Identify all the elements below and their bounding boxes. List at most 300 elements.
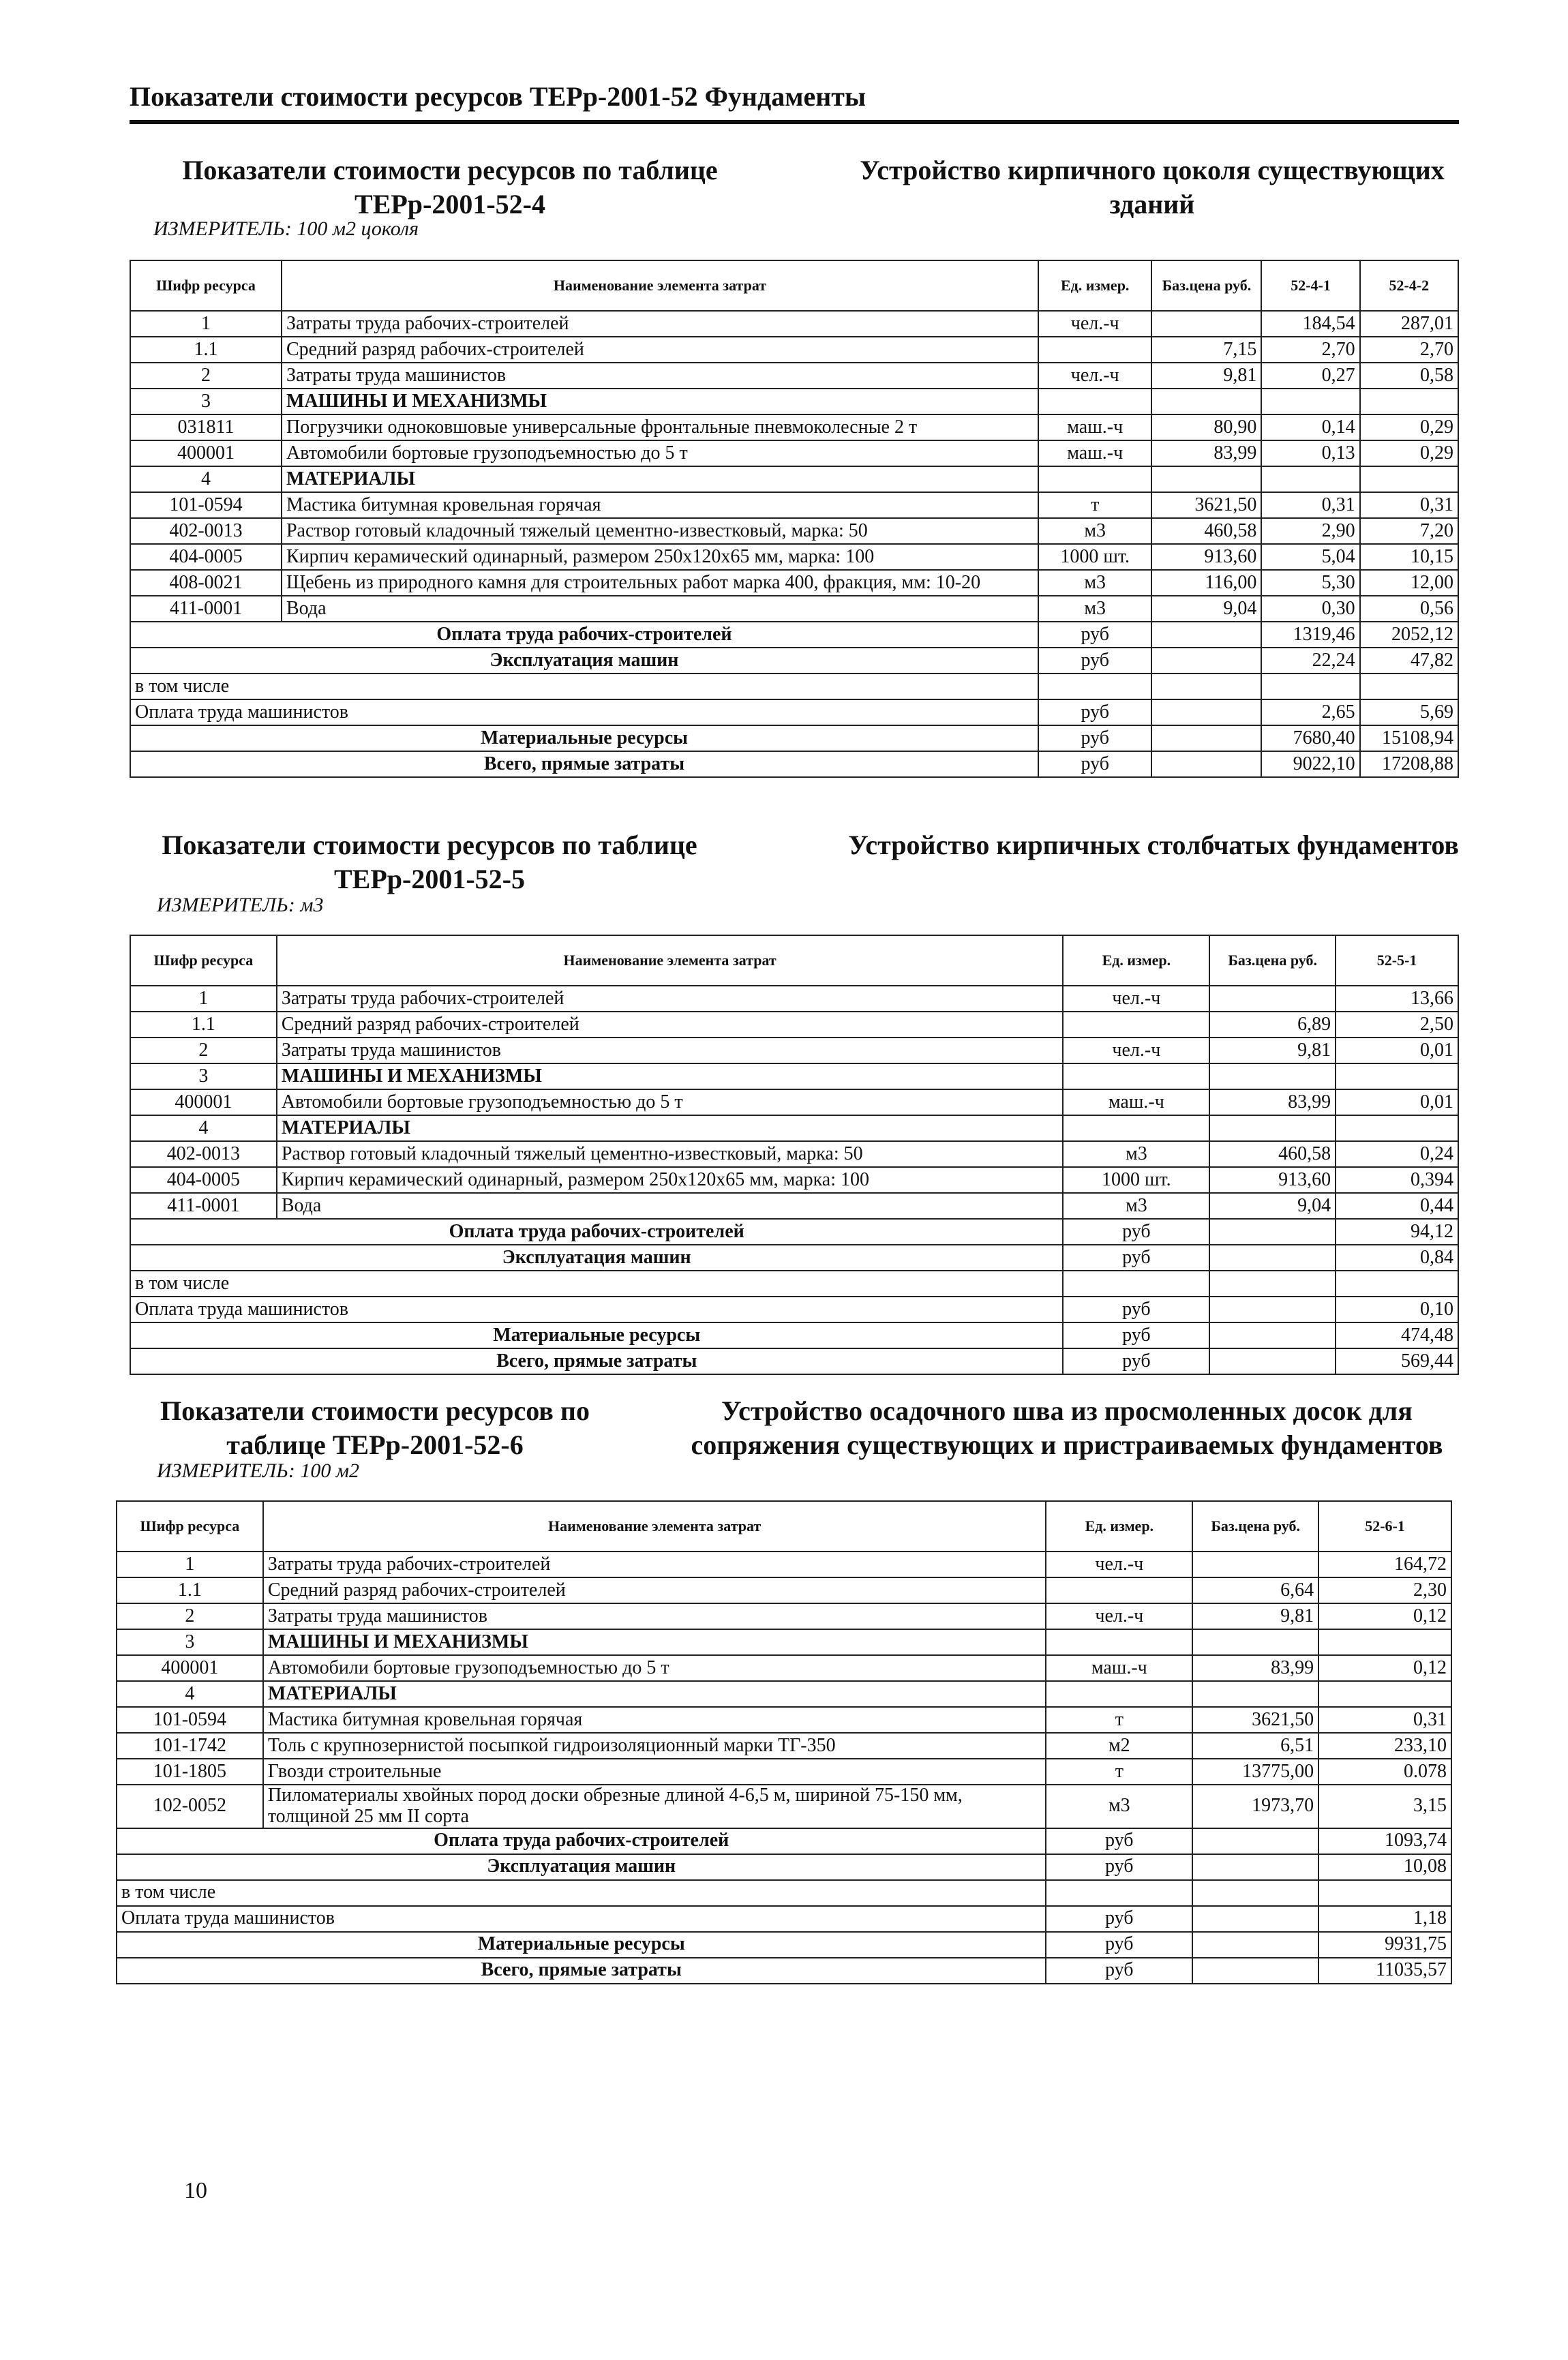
totals-unit (1046, 1880, 1192, 1906)
row-name: Автомобили бортовые грузоподъемностью до 5 т (277, 1089, 1064, 1115)
row-unit (1063, 1012, 1209, 1038)
row-value-a: 0,24 (1336, 1141, 1458, 1167)
totals-empty-cell (1192, 1906, 1318, 1932)
table-row (130, 414, 1458, 440)
table-row (130, 1038, 1458, 1063)
row-price: 83,99 (1151, 440, 1261, 466)
totals-row (130, 1322, 1458, 1348)
row-value-a (1318, 1629, 1451, 1655)
table-header-row (130, 260, 1458, 311)
row-price: 9,04 (1151, 596, 1261, 622)
row-value-a (1261, 389, 1359, 414)
col-b-header: 52-4-2 (1360, 260, 1458, 311)
totals-empty-cell (1209, 1219, 1336, 1245)
row-code: 101-1742 (117, 1733, 263, 1759)
row-name: Затраты труда рабочих-строителей (263, 1552, 1046, 1577)
totals-row (130, 1245, 1458, 1271)
totals-empty-cell (1151, 622, 1261, 648)
row-unit (1038, 337, 1151, 363)
row-value-a: 0.078 (1318, 1759, 1451, 1785)
row-unit: маш.-ч (1038, 440, 1151, 466)
table-row (130, 311, 1458, 337)
page-number: 10 (184, 2178, 207, 2203)
totals-name: Оплата труда рабочих-строителей (130, 1219, 1063, 1245)
row-code: 402-0013 (130, 1141, 277, 1167)
row-price (1192, 1552, 1318, 1577)
row-price: 9,81 (1209, 1038, 1336, 1063)
row-unit: т (1046, 1759, 1192, 1785)
totals-row (130, 751, 1458, 777)
row-value-b: 0,58 (1360, 363, 1458, 389)
table-row (130, 492, 1458, 518)
totals-row (130, 1219, 1458, 1245)
row-unit: чел.-ч (1038, 311, 1151, 337)
row-value-a: 164,72 (1318, 1552, 1451, 1577)
row-unit: чел.-ч (1063, 986, 1209, 1012)
row-value-a: 3,15 (1318, 1785, 1451, 1828)
totals-value-a: 1319,46 (1261, 622, 1359, 648)
table-row (130, 1193, 1458, 1219)
totals-value-a: 9022,10 (1261, 751, 1359, 777)
table-row (130, 1089, 1458, 1115)
row-unit: чел.-ч (1046, 1603, 1192, 1629)
table-row (130, 1167, 1458, 1193)
col-name-header: Наименование элемента затрат (263, 1501, 1046, 1552)
row-price: 116,00 (1151, 570, 1261, 596)
col-name-header: Наименование элемента затрат (277, 935, 1064, 986)
totals-empty-cell (1192, 1932, 1318, 1958)
table-row (117, 1603, 1451, 1629)
totals-empty-cell (1209, 1271, 1336, 1297)
totals-value-a: 7680,40 (1261, 725, 1359, 751)
table-row (117, 1785, 1451, 1828)
totals-row (130, 725, 1458, 751)
totals-value-a: 10,08 (1318, 1854, 1451, 1880)
row-code: 404-0005 (130, 544, 282, 570)
totals-row (117, 1828, 1451, 1854)
row-unit (1046, 1629, 1192, 1655)
totals-name: Всего, прямые затраты (117, 1958, 1046, 1984)
section-subject: Устройство кирпичных столбчатых фундаментов (848, 830, 1459, 860)
totals-unit (1038, 674, 1151, 699)
row-value-b: 0,31 (1360, 492, 1458, 518)
totals-empty-cell (1209, 1245, 1336, 1271)
table-row (130, 1115, 1458, 1141)
table-header-row (130, 935, 1458, 986)
row-name: Затраты труда машинистов (277, 1038, 1064, 1063)
totals-row (117, 1906, 1451, 1932)
col-code-header: Шифр ресурса (117, 1501, 263, 1552)
totals-unit: руб (1063, 1219, 1209, 1245)
totals-unit: руб (1038, 622, 1151, 648)
totals-empty-cell (1151, 725, 1261, 751)
row-price (1192, 1629, 1318, 1655)
section-subject: Устройство осадочного шва из просмоленных досок для сопряжения существующих и пристраиваемых фундаментов (691, 1395, 1443, 1460)
totals-unit: руб (1063, 1297, 1209, 1322)
row-value-a (1336, 1063, 1458, 1089)
table-row (117, 1707, 1451, 1733)
table-row (117, 1577, 1451, 1603)
row-unit: т (1046, 1707, 1192, 1733)
row-name: Мастика битумная кровельная горячая (282, 492, 1038, 518)
row-value-b: 0,56 (1360, 596, 1458, 622)
col-code-header: Шифр ресурса (130, 935, 277, 986)
row-value-b (1360, 389, 1458, 414)
section-title-row (130, 828, 1459, 896)
row-code: 4 (130, 466, 282, 492)
row-unit: чел.-ч (1038, 363, 1151, 389)
col-a-header: 52-4-1 (1261, 260, 1359, 311)
row-code: 4 (130, 1115, 277, 1141)
row-unit: 1000 шт. (1038, 544, 1151, 570)
measure-label: ИЗМЕРИТЕЛЬ: (153, 217, 292, 240)
row-value-a: 184,54 (1261, 311, 1359, 337)
totals-row (130, 1297, 1458, 1322)
totals-name: Оплата труда рабочих-строителей (130, 622, 1038, 648)
row-unit (1046, 1577, 1192, 1603)
totals-name: Эксплуатация машин (130, 1245, 1063, 1271)
totals-value-a: 474,48 (1336, 1322, 1458, 1348)
row-price: 9,04 (1209, 1193, 1336, 1219)
measure-unit (157, 894, 1459, 917)
totals-unit: руб (1046, 1932, 1192, 1958)
row-value-b: 0,29 (1360, 414, 1458, 440)
row-price (1209, 1063, 1336, 1089)
row-unit: маш.-ч (1046, 1655, 1192, 1681)
row-price: 1973,70 (1192, 1785, 1318, 1828)
table-row (117, 1681, 1451, 1707)
totals-unit: руб (1063, 1348, 1209, 1374)
row-code: 102-0052 (117, 1785, 263, 1828)
row-code: 4 (117, 1681, 263, 1707)
row-name: Мастика битумная кровельная горячая (263, 1707, 1046, 1733)
row-value-b: 287,01 (1360, 311, 1458, 337)
row-price (1209, 1115, 1336, 1141)
totals-row (130, 1348, 1458, 1374)
table-row (130, 466, 1458, 492)
row-name: Вода (277, 1193, 1064, 1219)
row-unit (1063, 1115, 1209, 1141)
row-value-b: 12,00 (1360, 570, 1458, 596)
row-value-a: 5,30 (1261, 570, 1359, 596)
table-row (117, 1655, 1451, 1681)
totals-empty-cell (1192, 1854, 1318, 1880)
row-unit: 1000 шт. (1063, 1167, 1209, 1193)
section-title-row (130, 1394, 1459, 1462)
row-name: Средний разряд рабочих-строителей (263, 1577, 1046, 1603)
row-value-a: 2,90 (1261, 518, 1359, 544)
col-unit-header: Ед. измер. (1063, 935, 1209, 986)
row-value-b (1360, 466, 1458, 492)
row-value-a: 0,31 (1261, 492, 1359, 518)
row-code: 408-0021 (130, 570, 282, 596)
row-value-a: 13,66 (1336, 986, 1458, 1012)
row-unit: чел.-ч (1063, 1038, 1209, 1063)
row-value-b: 7,20 (1360, 518, 1458, 544)
row-name: Затраты труда рабочих-строителей (282, 311, 1038, 337)
row-name: Автомобили бортовые грузоподъемностью до 5 т (263, 1655, 1046, 1681)
row-unit: м2 (1046, 1733, 1192, 1759)
row-price: 3621,50 (1151, 492, 1261, 518)
row-unit: м3 (1038, 518, 1151, 544)
table-row (130, 518, 1458, 544)
row-name: МАТЕРИАЛЫ (277, 1115, 1064, 1141)
measure-value: 100 м2 (300, 1459, 359, 1482)
row-name: МАШИНЫ И МЕХАНИЗМЫ (277, 1063, 1064, 1089)
row-name: Щебень из природного камня для строительных работ марка 400, фракция, мм: 10-20 (282, 570, 1038, 596)
totals-value-b: 17208,88 (1360, 751, 1458, 777)
row-name: Кирпич керамический одинарный, размером 250х120х65 мм, марка: 100 (277, 1167, 1064, 1193)
totals-value-a: 0,84 (1336, 1245, 1458, 1271)
row-name: Кирпич керамический одинарный, размером 250х120х65 мм, марка: 100 (282, 544, 1038, 570)
totals-value-a: 9931,75 (1318, 1932, 1451, 1958)
totals-name: Всего, прямые затраты (130, 751, 1038, 777)
totals-name: Оплата труда машинистов (130, 1297, 1063, 1322)
row-name: Толь с крупнозернистой посыпкой гидроизоляционный марки ТГ-350 (263, 1733, 1046, 1759)
row-value-a: 0,394 (1336, 1167, 1458, 1193)
totals-row (117, 1958, 1451, 1984)
row-value-a: 0,01 (1336, 1038, 1458, 1063)
row-code: 2 (130, 363, 282, 389)
row-name: Гвозди строительные (263, 1759, 1046, 1785)
row-code: 1.1 (117, 1577, 263, 1603)
section-title: Показатели стоимости ресурсов по таблице ТЕРр-2001-52-6 (160, 1395, 590, 1460)
row-price: 6,89 (1209, 1012, 1336, 1038)
resource-table (130, 260, 1459, 778)
row-name: Автомобили бортовые грузоподъемностью до 5 т (282, 440, 1038, 466)
row-value-a (1336, 1115, 1458, 1141)
col-unit-header: Ед. измер. (1046, 1501, 1192, 1552)
totals-unit: руб (1038, 648, 1151, 674)
row-unit: т (1038, 492, 1151, 518)
header-rule (130, 120, 1459, 124)
totals-empty-cell (1209, 1322, 1336, 1348)
table-row (130, 337, 1458, 363)
row-name: МАТЕРИАЛЫ (263, 1681, 1046, 1707)
row-price: 13775,00 (1192, 1759, 1318, 1785)
measure-value: 100 м2 цоколя (297, 217, 419, 240)
col-price-header: Баз.цена руб. (1192, 1501, 1318, 1552)
totals-empty-cell (1192, 1828, 1318, 1854)
totals-name: Оплата труда машинистов (117, 1906, 1046, 1932)
totals-row (130, 699, 1458, 725)
row-value-a: 0,01 (1336, 1089, 1458, 1115)
table-row (130, 570, 1458, 596)
row-value-b: 2,70 (1360, 337, 1458, 363)
table-body (130, 986, 1458, 1219)
totals-row (130, 622, 1458, 648)
row-unit: м3 (1046, 1785, 1192, 1828)
col-price-header: Баз.цена руб. (1151, 260, 1261, 311)
resource-table (130, 935, 1459, 1375)
table-row (130, 1141, 1458, 1167)
row-name: МАШИНЫ И МЕХАНИЗМЫ (282, 389, 1038, 414)
totals-row (117, 1932, 1451, 1958)
section-title-row (130, 153, 1459, 222)
row-unit: м3 (1038, 570, 1151, 596)
totals-unit: руб (1046, 1854, 1192, 1880)
table-row (117, 1759, 1451, 1785)
row-unit: маш.-ч (1063, 1089, 1209, 1115)
row-value-b: 0,29 (1360, 440, 1458, 466)
row-price: 913,60 (1209, 1167, 1336, 1193)
row-code: 400001 (117, 1655, 263, 1681)
totals-empty-cell (1151, 674, 1261, 699)
totals-value-a (1318, 1880, 1451, 1906)
row-price: 3621,50 (1192, 1707, 1318, 1733)
totals-value-b: 15108,94 (1360, 725, 1458, 751)
table-row (130, 363, 1458, 389)
row-code: 101-0594 (117, 1707, 263, 1733)
col-code-header: Шифр ресурса (130, 260, 282, 311)
totals-value-a: 1093,74 (1318, 1828, 1451, 1854)
totals-unit: руб (1038, 725, 1151, 751)
row-value-b: 10,15 (1360, 544, 1458, 570)
totals-value-a: 94,12 (1336, 1219, 1458, 1245)
page-header: Показатели стоимости ресурсов ТЕРр-2001-52 Фундаменты (130, 81, 866, 112)
row-name: Раствор готовый кладочный тяжелый цементно-известковый, марка: 50 (277, 1141, 1064, 1167)
row-price: 460,58 (1151, 518, 1261, 544)
row-code: 101-0594 (130, 492, 282, 518)
totals-value-b: 2052,12 (1360, 622, 1458, 648)
row-code: 2 (117, 1603, 263, 1629)
row-code: 1 (117, 1552, 263, 1577)
row-value-a: 0,44 (1336, 1193, 1458, 1219)
totals-empty-cell (1192, 1880, 1318, 1906)
row-name: Вода (282, 596, 1038, 622)
row-code: 400001 (130, 440, 282, 466)
totals-empty-cell (1151, 648, 1261, 674)
totals-value-a: 2,65 (1261, 699, 1359, 725)
row-name: Средний разряд рабочих-строителей (277, 1012, 1064, 1038)
row-unit: м3 (1063, 1141, 1209, 1167)
totals-value-a: 22,24 (1261, 648, 1359, 674)
row-name: Средний разряд рабочих-строителей (282, 337, 1038, 363)
totals-row (130, 674, 1458, 699)
measure-label: ИЗМЕРИТЕЛЬ: (157, 894, 295, 916)
row-value-a (1318, 1681, 1451, 1707)
row-value-a: 233,10 (1318, 1733, 1451, 1759)
row-value-a: 0,12 (1318, 1603, 1451, 1629)
totals-value-a: 0,10 (1336, 1297, 1458, 1322)
row-code: 1 (130, 311, 282, 337)
row-unit: м3 (1063, 1193, 1209, 1219)
section-subject: Устройство кирпичного цоколя существующих зданий (860, 155, 1445, 220)
row-name: МАТЕРИАЛЫ (282, 466, 1038, 492)
row-code: 3 (130, 389, 282, 414)
row-name: Затраты труда машинистов (263, 1603, 1046, 1629)
row-unit: маш.-ч (1038, 414, 1151, 440)
totals-unit: руб (1063, 1245, 1209, 1271)
totals-name: Эксплуатация машин (117, 1854, 1046, 1880)
totals-empty-cell (1151, 751, 1261, 777)
row-code: 411-0001 (130, 1193, 277, 1219)
row-code: 3 (130, 1063, 277, 1089)
totals-unit: руб (1038, 699, 1151, 725)
row-unit: м3 (1038, 596, 1151, 622)
row-value-a: 0,13 (1261, 440, 1359, 466)
totals-row (117, 1880, 1451, 1906)
totals-name: Материальные ресурсы (130, 1322, 1063, 1348)
row-value-a: 0,12 (1318, 1655, 1451, 1681)
totals-unit: руб (1046, 1906, 1192, 1932)
table-body (130, 311, 1458, 622)
section-52-4 (130, 153, 1459, 778)
row-value-a: 2,70 (1261, 337, 1359, 363)
totals-unit: руб (1046, 1958, 1192, 1984)
row-price: 7,15 (1151, 337, 1261, 363)
totals-value-a (1261, 674, 1359, 699)
section-52-5 (130, 828, 1459, 1375)
totals-value-a: 569,44 (1336, 1348, 1458, 1374)
table-row (117, 1733, 1451, 1759)
totals-empty-cell (1209, 1297, 1336, 1322)
table-row (130, 389, 1458, 414)
row-price: 83,99 (1209, 1089, 1336, 1115)
row-code: 404-0005 (130, 1167, 277, 1193)
measure-unit (157, 1459, 1459, 1483)
col-a-header: 52-6-1 (1318, 1501, 1451, 1552)
table-row (130, 1012, 1458, 1038)
totals-name: Оплата труда машинистов (130, 699, 1038, 725)
totals-unit (1063, 1271, 1209, 1297)
totals-name: Материальные ресурсы (130, 725, 1038, 751)
totals-value-b: 5,69 (1360, 699, 1458, 725)
totals-name: Оплата труда рабочих-строителей (117, 1828, 1046, 1854)
row-price: 6,51 (1192, 1733, 1318, 1759)
row-code: 1 (130, 986, 277, 1012)
resource-table (116, 1500, 1452, 1984)
totals-name: в том числе (130, 1271, 1063, 1297)
row-value-a: 0,14 (1261, 414, 1359, 440)
col-unit-header: Ед. измер. (1038, 260, 1151, 311)
row-name: Погрузчики одноковшовые универсальные фронтальные пневмоколесные 2 т (282, 414, 1038, 440)
totals-name: Материальные ресурсы (117, 1932, 1046, 1958)
table-row (130, 544, 1458, 570)
totals-name: Всего, прямые затраты (130, 1348, 1063, 1374)
col-a-header: 52-5-1 (1336, 935, 1458, 986)
row-price: 80,90 (1151, 414, 1261, 440)
totals-row (130, 1271, 1458, 1297)
col-price-header: Баз.цена руб. (1209, 935, 1336, 986)
table-body (117, 1552, 1451, 1828)
row-value-a (1261, 466, 1359, 492)
totals-empty-cell (1209, 1348, 1336, 1374)
row-value-a: 2,30 (1318, 1577, 1451, 1603)
row-code: 101-1805 (117, 1759, 263, 1785)
row-unit (1038, 466, 1151, 492)
table-header-row (117, 1501, 1451, 1552)
table-row (117, 1629, 1451, 1655)
row-name: Затраты труда рабочих-строителей (277, 986, 1064, 1012)
totals-value-a: 1,18 (1318, 1906, 1451, 1932)
row-value-a: 2,50 (1336, 1012, 1458, 1038)
row-name: Затраты труда машинистов (282, 363, 1038, 389)
row-name: МАШИНЫ И МЕХАНИЗМЫ (263, 1629, 1046, 1655)
table-row (130, 596, 1458, 622)
row-unit (1046, 1681, 1192, 1707)
row-unit (1038, 389, 1151, 414)
row-price (1151, 311, 1261, 337)
totals-unit: руб (1038, 751, 1151, 777)
row-price: 83,99 (1192, 1655, 1318, 1681)
row-code: 411-0001 (130, 596, 282, 622)
row-price: 6,64 (1192, 1577, 1318, 1603)
row-price (1209, 986, 1336, 1012)
row-unit: чел.-ч (1046, 1552, 1192, 1577)
table-row (117, 1552, 1451, 1577)
totals-name: Эксплуатация машин (130, 648, 1038, 674)
